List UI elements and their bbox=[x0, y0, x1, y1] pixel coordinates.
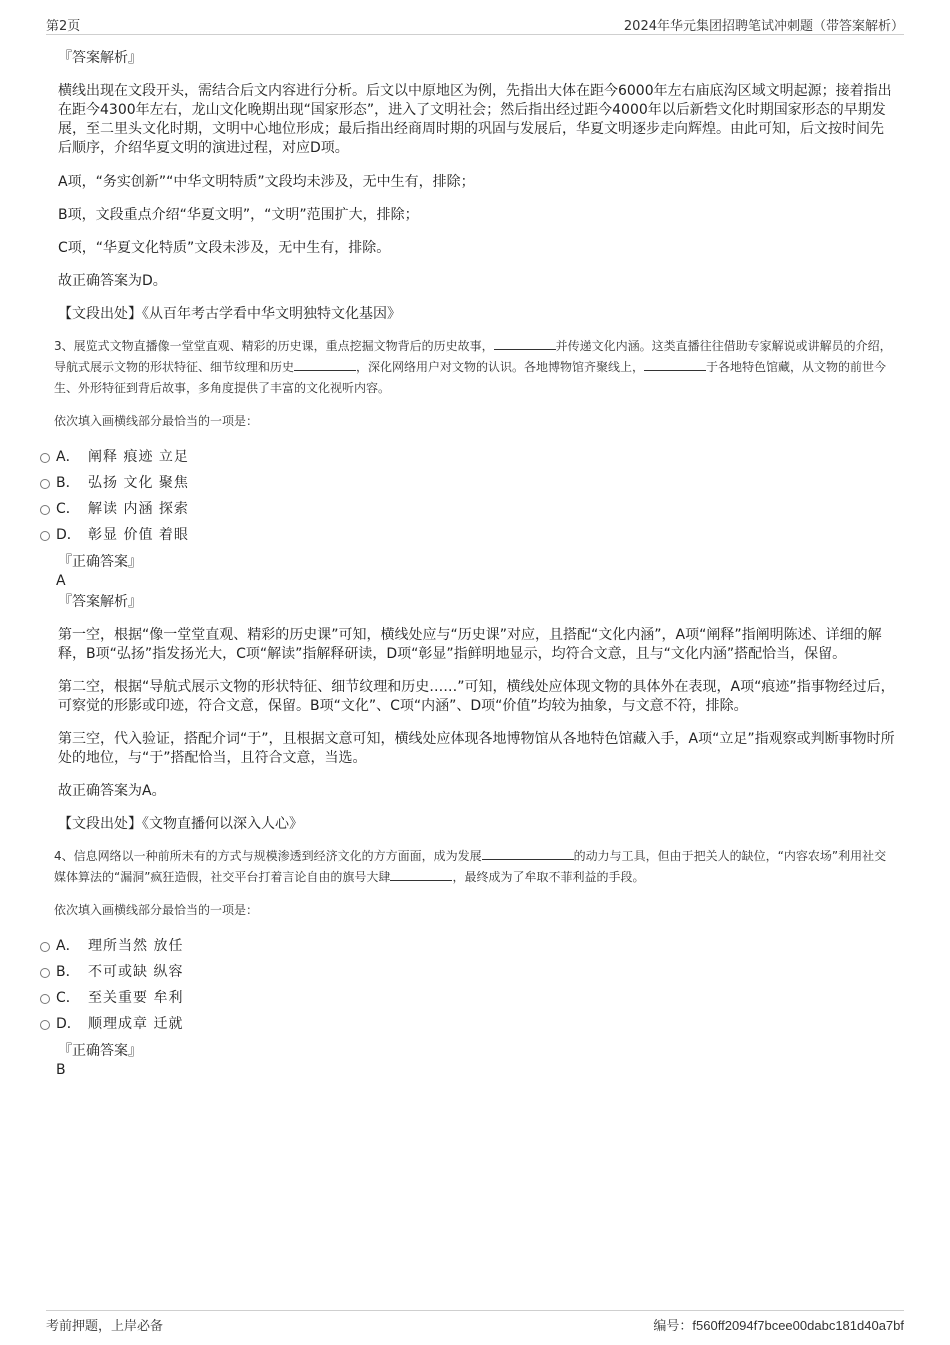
radio-button[interactable] bbox=[40, 505, 50, 515]
stem-text: 于各地特色馆藏，从文物的前世今生、外形特征到背后故事，多角度提供了丰富的文化视听内容。 bbox=[54, 360, 887, 395]
radio-button[interactable] bbox=[40, 1020, 50, 1030]
question-instruction: 依次填入画横线部分最恰当的一项是： bbox=[54, 903, 259, 917]
stem-text: ，深化网络用户对文物的认识。各地博物馆齐聚线上， bbox=[356, 360, 645, 374]
page-footer bbox=[46, 1310, 904, 1334]
option-b[interactable] bbox=[0, 470, 896, 496]
correct-answer: A bbox=[56, 573, 66, 589]
answer-conclusion: 故正确答案为D。 bbox=[58, 273, 167, 289]
page-number: 第2页 bbox=[46, 19, 81, 34]
analysis-label: 『答案解析』 bbox=[58, 50, 142, 66]
option-text: 彰显 价值 着眼 bbox=[88, 527, 189, 543]
option-letter: B． bbox=[56, 964, 80, 980]
stem-text: 并传递文化内涵。这类直播往往借助专家解说或讲解员的介绍，导航式展示文物的形状特征、细节纹理和历史 bbox=[54, 339, 892, 374]
question-stem bbox=[54, 336, 896, 399]
option-letter: C． bbox=[56, 501, 80, 517]
stem-text: ，最终成为了牟取不菲利益的手段。 bbox=[452, 870, 645, 884]
option-c[interactable] bbox=[0, 985, 896, 1011]
radio-button[interactable] bbox=[40, 479, 50, 489]
option-letter: D． bbox=[56, 1016, 81, 1032]
option-c[interactable] bbox=[0, 496, 896, 522]
option-list bbox=[0, 444, 896, 548]
stem-text: 4、信息网络以一种前所未有的方式与规模渗透到经济文化的方方面面，成为发展 bbox=[54, 849, 482, 863]
option-d[interactable] bbox=[0, 1011, 896, 1037]
option-text: 至关重要 牟利 bbox=[88, 990, 184, 1006]
footer-slogan: 考前押题，上岸必备 bbox=[46, 1319, 164, 1334]
option-b[interactable] bbox=[0, 959, 896, 985]
source-citation: 【文段出处】《文物直播何以深入人心》 bbox=[58, 816, 303, 832]
option-text: 阐释 痕迹 立足 bbox=[88, 449, 189, 465]
correct-answer-label: 『正确答案』 bbox=[58, 554, 142, 570]
correct-answer: B bbox=[56, 1062, 66, 1078]
option-d[interactable] bbox=[0, 522, 896, 548]
radio-button[interactable] bbox=[40, 994, 50, 1004]
document-id: 编号：f560ff2094f7bcee00dabc181d40a7bf bbox=[653, 1318, 904, 1333]
option-letter: C． bbox=[56, 990, 80, 1006]
stem-text: 3、展览式文物直播像一堂堂直观、精彩的历史课，重点挖掘文物背后的历史故事， bbox=[54, 339, 494, 353]
option-a[interactable] bbox=[0, 933, 896, 959]
analysis-paragraph: B项，文段重点介绍“华夏文明”，“文明”范围扩大，排除； bbox=[58, 207, 419, 223]
radio-button[interactable] bbox=[40, 453, 50, 463]
analysis-paragraph: C项，“华夏文化特质”文段未涉及，无中生有，排除。 bbox=[58, 240, 391, 256]
fill-blank bbox=[494, 337, 556, 350]
option-list bbox=[0, 933, 896, 1037]
analysis-paragraph: 第一空，根据“像一堂堂直观、精彩的历史课”可知，横线处应与“历史课”对应，且搭配“文化内涵”，A项“阐释”指阐明陈述、详细的解释，B项“弘扬”指发扬光大，C项“解读”指解释研读，D项“彰显”指鲜明地显示，均符合文意，且与“文化内涵”搭配恰当，保留。 bbox=[58, 627, 882, 662]
radio-button[interactable] bbox=[40, 942, 50, 952]
source-citation: 【文段出处】《从百年考古学看中华文明独特文化基因》 bbox=[58, 306, 401, 322]
analysis-paragraph: 横线出现在文段开头，需结合后文内容进行分析。后文以中原地区为例，先指出大体在距今6000年左右庙底沟区域文明起源；接着指出在距今4300年左右，龙山文化晚期出现“国家形态”，进入了文明社会；然后指出经过距今4000年以后新砦文化时期国家形态的早期发展，至二里头文化时期，文明中心地位形成；最后指出经商周时期的巩固与发展后，华夏文明逐步走向辉煌。由此可知，后文按时间先后顺序，介绍华夏文明的演进过程，对应D项。 bbox=[58, 83, 892, 156]
question-instruction: 依次填入画横线部分最恰当的一项是： bbox=[54, 414, 259, 428]
option-text: 理所当然 放任 bbox=[88, 938, 184, 954]
option-a[interactable] bbox=[0, 444, 896, 470]
option-letter: A． bbox=[56, 938, 80, 954]
document-title: 2024年华元集团招聘笔试冲刺题（带答案解析） bbox=[623, 19, 904, 34]
analysis-paragraph: A项，“务实创新”“中华文明特质”文段均未涉及，无中生有，排除； bbox=[58, 174, 475, 190]
option-letter: B． bbox=[56, 475, 80, 491]
stem-text: 的动力与工具，但由于把关人的缺位，“内容农场”利用社交媒体算法的“漏洞”疯狂造假，社交平台打着言论自由的旗号大肆 bbox=[54, 849, 887, 884]
page-header bbox=[46, 14, 904, 35]
option-letter: A． bbox=[56, 449, 80, 465]
fill-blank bbox=[644, 358, 706, 371]
fill-blank bbox=[294, 358, 356, 371]
page-content bbox=[54, 44, 896, 1079]
analysis-paragraph: 第二空，根据“导航式展示文物的形状特征、细节纹理和历史……”可知，横线处应体现文物的具体外在表现，A项“痕迹”指事物经过后，可察觉的形影或印迹，符合文意，保留。B项“文化”、C项“内涵”、D项“价值”均较为抽象，与文意不符，排除。 bbox=[58, 679, 895, 714]
answer-conclusion: 故正确答案为A。 bbox=[58, 783, 166, 799]
question-stem bbox=[54, 846, 896, 888]
option-letter: D． bbox=[56, 527, 81, 543]
radio-button[interactable] bbox=[40, 531, 50, 541]
option-text: 不可或缺 纵容 bbox=[88, 964, 184, 980]
fill-blank bbox=[390, 868, 452, 881]
analysis-paragraph: 第三空，代入验证，搭配介词“于”，且根据文意可知，横线处应体现各地博物馆从各地特色馆藏入手，A项“立足”指观察或判断事物时所处的地位，与“于”搭配恰当，且符合文意，当选。 bbox=[58, 731, 895, 766]
analysis-label: 『答案解析』 bbox=[58, 594, 142, 610]
option-text: 弘扬 文化 聚焦 bbox=[88, 475, 189, 491]
fill-blank bbox=[482, 847, 574, 860]
option-text: 解读 内涵 探索 bbox=[88, 501, 189, 517]
radio-button[interactable] bbox=[40, 968, 50, 978]
correct-answer-label: 『正确答案』 bbox=[58, 1043, 142, 1059]
option-text: 顺理成章 迁就 bbox=[88, 1016, 184, 1032]
